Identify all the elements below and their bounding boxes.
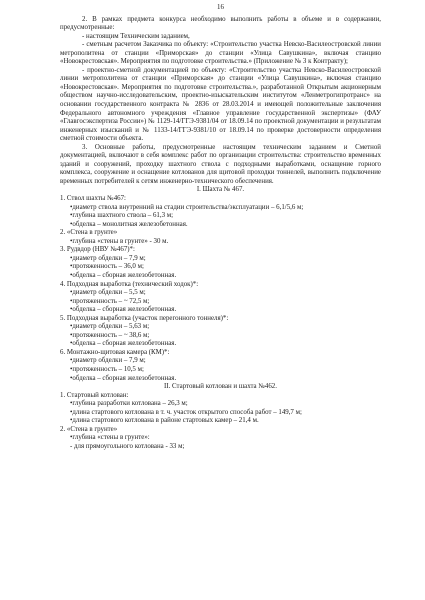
list-heading: 5. Подходная выработка (участок перегонного тоннеля)*: (60, 314, 229, 322)
list-item: •обделка – сборная железобетонная. (70, 374, 177, 382)
list-item: •диаметр обделки – 7,9 м; (70, 357, 146, 365)
list-item: •протяженность – ~ 38,6 м; (70, 331, 150, 339)
list-item: •длина стартового котлована в т. ч. участок открытого способа работ – 149,7 м; (70, 408, 302, 416)
list-item: •длина стартового котлована в районе стартовых камер – 21,4 м. (70, 417, 259, 425)
bullet-estimate: - сметным расчетом Заказчика по объекту: «Строительство участка Невско-Василеостровской линии метрополитена от станции «Приморская» до станции «Улица Савушкина», включая станцию «Новокрестовская». Мероприятия по подготовке строительства.» (Приложение № 3 к Контракту); (60, 41, 381, 66)
list-item: •протяженность – 10,5 м; (70, 365, 144, 373)
list-item: •глубина «стены в грунте» - 30 м. (70, 237, 169, 245)
list-item: •диаметр обделки – 7,9 м; (70, 254, 146, 262)
section-1-list (60, 195, 381, 383)
list-item: •протяженность – 36,0 м; (70, 263, 144, 271)
list-item: •обделка – сборная железобетонная. (70, 271, 177, 279)
intro-paragraph: 2. В рамках предмета конкурса необходимо выполнить работы в объеме и в содержании, предусмотренные: (60, 15, 381, 32)
list-item: •протяженность – ~ 72,5 м; (70, 297, 150, 305)
list-item: •обделка – сборная железобетонная. (70, 306, 177, 314)
list-item: •диаметр ствола внутренний на стадии строительства/эксплуатации – 6,1/5,6 м; (70, 203, 304, 211)
list-heading: 1. Стартовый котлован: (60, 391, 129, 399)
list-item: - для прямоугольного котлована - 33 м; (70, 442, 185, 450)
section-2-title: II. Стартовый котлован и шахта №462. (164, 383, 277, 391)
list-heading: 1. Ствол шахты №467: (60, 195, 126, 203)
section-1-title: I. Шахта № 467. (196, 186, 245, 194)
list-heading: 3. Рудвдор (НВУ №467)*: (60, 246, 135, 254)
list-heading: 6. Монтажно-щитовая камера (КМ)*: (60, 348, 170, 356)
bullet-design-documentation: - проектно-сметной документацией по объекту: «Строительство участка Невско-Василеостровской линии метрополитена от станции «Приморская» до станции «Улица Савушкина», включая станцию «Новокрестовская». Мероприятия по подготовке строительства.», разработанной Открытым акционерным обществом научно-исследовательским, проектно-изыскательским институтом «Ленметрогипротранс» на основании государственного контракта № 2836 от 28.03.2014 и имеющей положительные заключения Федерального автономного учреждения «Главное управление государственной экспертизы» (ФАУ «Главгосэкспертиза России») № 1129-14/ГГЭ-9381/04 от 18.09.14 по проектной документации и результатам инженерных изысканий и № 1133-14/ГГЭ-9381/10 от 18.09.14 по проверке достоверности определения сметной стоимости объекта. (60, 66, 381, 143)
list-item: •обделка – сборная железобетонная. (70, 340, 177, 348)
bullet-technical-task: - настоящим Техническим заданием, (82, 32, 190, 40)
list-heading: 2. «Стена в грунте» (60, 229, 118, 237)
list-item: •глубина шахтного ствола – 61,3 м; (70, 212, 174, 220)
list-item: •глубина «стены в грунте»: (70, 434, 150, 442)
list-heading: 2. «Стена в грунте» (60, 425, 118, 433)
page-number: 16 (217, 4, 224, 11)
list-heading: 4. Подходная выработка (технический ходок)*: (60, 280, 199, 288)
section-2-list (60, 392, 381, 452)
list-item: •диаметр обделки – 5,63 м; (70, 323, 150, 331)
main-works-paragraph: 3. Основные работы, предусмотренные настоящим техническим заданием и Сметной документацией, включают в себя комплекс работ по организации строительства: строительство временных зданий и сооружений, проходку шахтного ствола с подходными выработками, оснащение горного комплекса, сооружение и оснащение котлованов для щитовой проходки тоннелей, выполнить подключение временных потребителей к сетям инженерно-технического обеспечения. (60, 143, 381, 185)
list-item: •обделка – монолитная железобетонная. (70, 220, 188, 228)
list-item: •глубина разработки котлована – 26,3 м; (70, 400, 188, 408)
list-item: •диаметр обделки – 5,5 м; (70, 289, 146, 297)
